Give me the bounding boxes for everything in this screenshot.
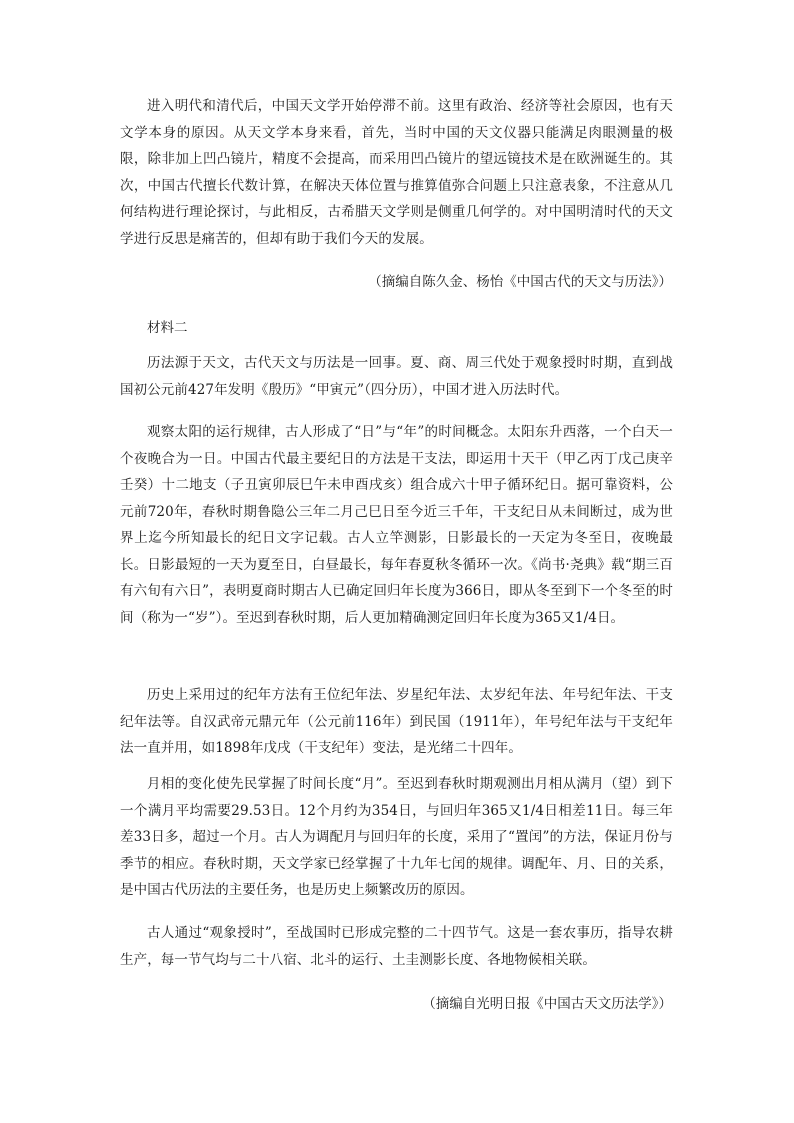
paragraph: 古人通过“观象授时”，至战国时已形成完整的二十四节气。这是一套农事历，指导农耕生产，每一节气均与二十八宿、北斗的运行、土圭测影长度、各地物候相关联。 <box>120 925 673 968</box>
paragraph: 月相的变化使先民掌握了时间长度“月”。至迟到春秋时期观测出月相从满月（望）到下一个满月平均需要29.53日。12个月约为354日，与回归年365又1/4日相差11日。每三年差33日多，超过一个月。古人为调配月与回归年的长度，采用了“置闰”的方法，保证月份与季节的相应。春秋时期，天文学家已经掌握了十九年七闰的规律。调配年、月、日的关系，是中国古代历法的主要任务，也是历史上频繁改历的原因。 <box>120 776 673 898</box>
material-two-paragraph-3-block <box>120 682 673 762</box>
material-one-source: （摘编自陈久金、杨怡《中国古代的天文与历法》） <box>368 274 672 290</box>
material-two-paragraph-5-block <box>120 920 673 973</box>
paragraph: 历法源于天文，古代天文与历法是一回事。夏、商、周三代处于观象授时时期，直到战国初公元前427年发明《殷历》“甲寅元”（四分历），中国才进入历法时代。 <box>120 355 673 398</box>
material-one-paragraph: 进入明代和清代后，中国天文学开始停滞不前。这里有政治、经济等社会原因，也有天文学本身的原因。从天文学本身来看，首先，当时中国的天文仪器只能满足肉眼测量的极限，除非加上凹凸镜片，精度不会提高，而采用凹凸镜片的望远镜技术是在欧洲诞生的。其次，中国古代擅长代数计算，在解决天体位置与推算值弥合问题上只注意表象，不注意从几何结构进行理论探讨，与此相反，古希腊天文学则是侧重几何学的。对中国明清时代的天文学进行反思是痛苦的，但却有助于我们今天的发展。 <box>120 98 673 247</box>
material-two-paragraph-1-block <box>120 350 673 403</box>
material-two-heading: 材料二 <box>147 320 188 336</box>
material-two-paragraph-4-block <box>120 771 673 904</box>
material-two-paragraph-2-block <box>120 419 673 631</box>
paragraph: 历史上采用过的纪年方法有王位纪年法、岁星纪年法、太岁纪年法、年号纪年法、干支纪年法等。自汉武帝元鼎元年（公元前116年）到民国（1911年），年号纪年法与干支纪年法一直并用，如1898年戊戌（干支纪年）变法，是光绪二十四年。 <box>120 687 673 756</box>
material-one-block <box>120 93 673 252</box>
paragraph: 观察太阳的运行规律，古人形成了“日”与“年”的时间概念。太阳东升西落，一个白天一个夜晚合为一日。中国古代最主要纪日的方法是干支法，即运用十天干（甲乙丙丁戊己庚辛壬癸）十二地支（子丑寅卯辰巳午未申酉戌亥）组合成六十甲子循环纪日。据可靠资料，公元前720年，春秋时期鲁隐公三年二月己巳日至今近三千年，干支纪日从未间断过，成为世界上迄今所知最长的纪日文字记载。古人立竿测影，日影最长的一天定为冬至日，夜晚最长。日影最短的一天为夏至日，白昼最长，每年春夏秋冬循环一次。《尚书·尧典》载“期三百有六旬有六日”，表明夏商时期古人已确定回归年长度为366日，即从冬至到下一个冬至的时间（称为一“岁”）。至迟到春秋时期，后人更加精确测定回归年长度为365又1/4日。 <box>120 424 673 626</box>
material-two-source: （摘编自光明日报《中国古天文历法学》） <box>422 996 672 1012</box>
